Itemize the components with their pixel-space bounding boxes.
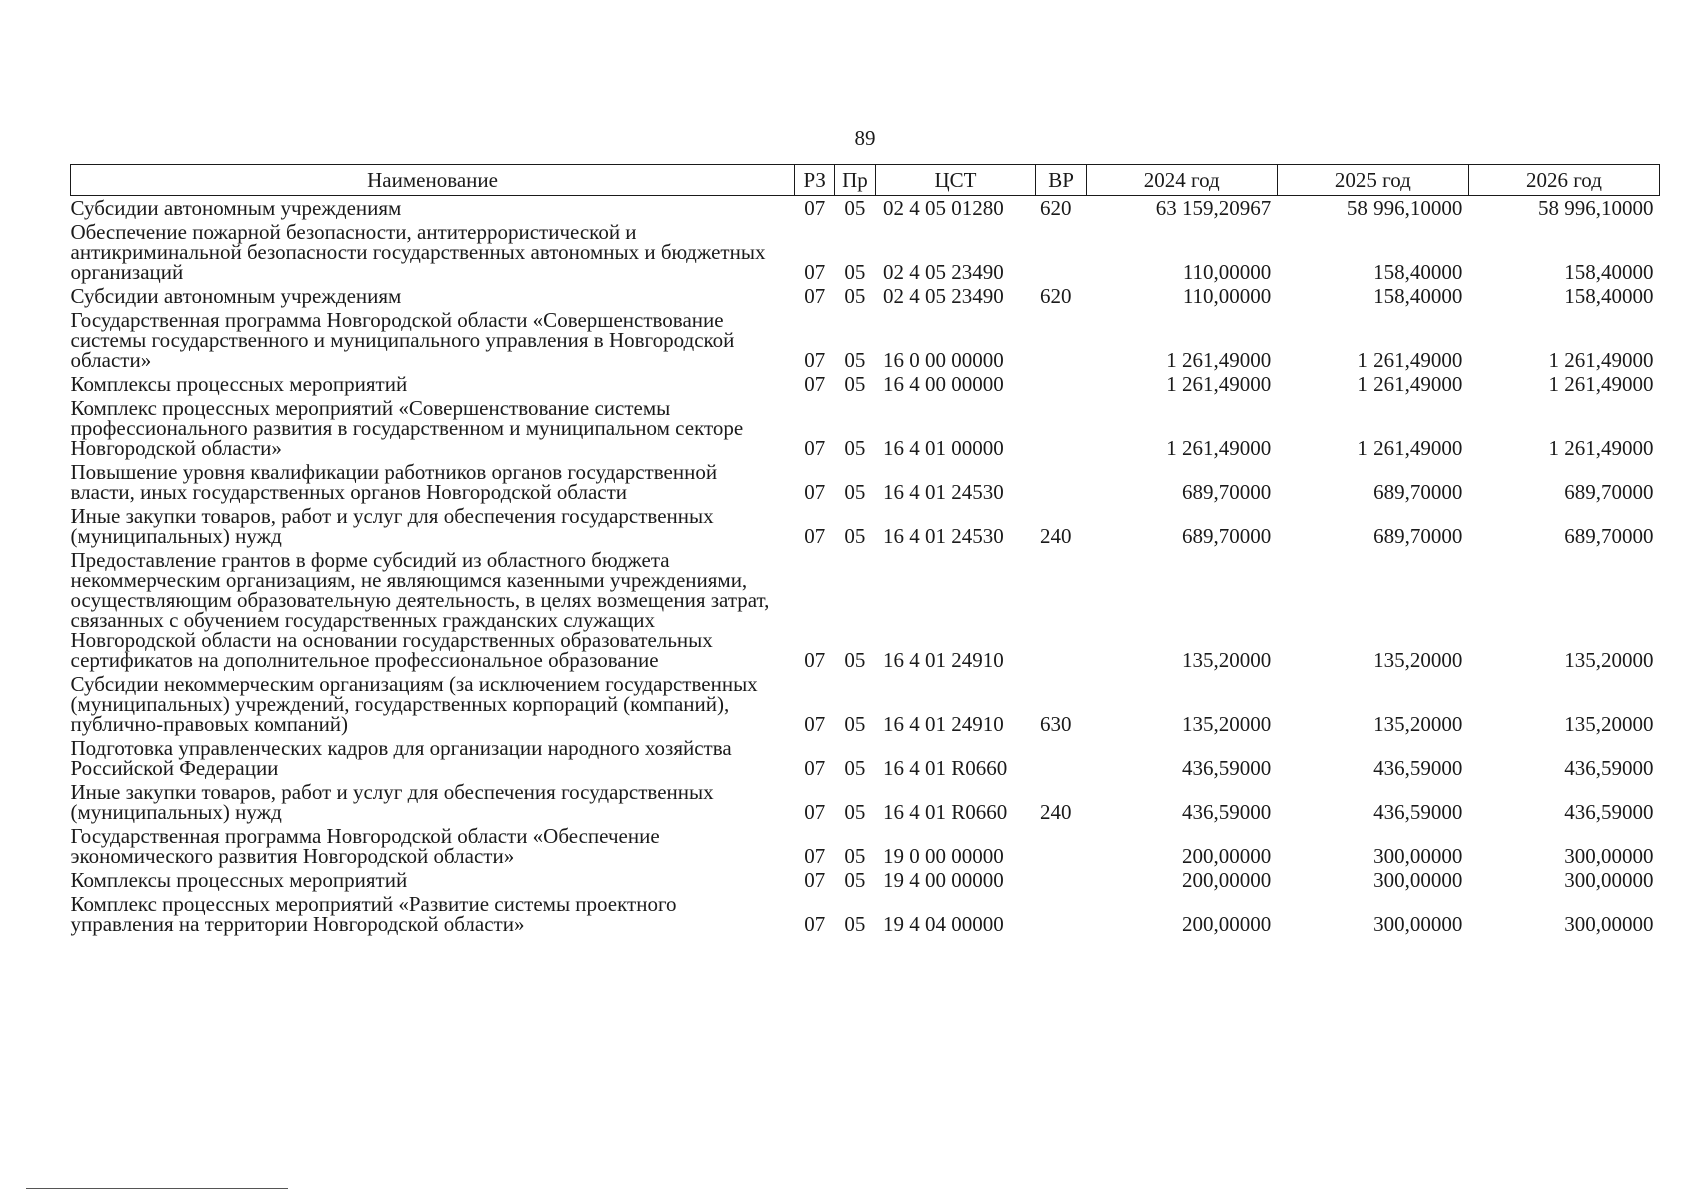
header-vr: ВР (1036, 165, 1086, 196)
row-vr: 620 (1039, 284, 1072, 308)
row-rz: 07 (804, 372, 826, 396)
header-cst: ЦСТ (875, 165, 1036, 196)
row-rz: 07 (804, 480, 826, 504)
row-2025: 1 261,49000 (1357, 436, 1463, 460)
table-row (71, 196, 1660, 221)
table-row (71, 548, 1660, 672)
row-pr: 05 (844, 196, 866, 220)
row-2026: 135,20000 (1564, 712, 1654, 736)
row-cst: 16 4 01 00000 (883, 436, 1004, 460)
row-vr: 240 (1039, 800, 1072, 824)
row-cst: 19 0 00 00000 (883, 844, 1004, 868)
row-cst: 16 4 00 00000 (883, 372, 1004, 396)
row-cst: 16 4 01 R0660 (883, 800, 1008, 824)
row-pr: 05 (844, 524, 866, 548)
row-2025: 436,59000 (1373, 800, 1463, 824)
row-name: Субсидии автономным учреждениям (70, 196, 402, 220)
row-name: Подготовка управленческих кадров для организации народного хозяйства Российской Федерации (70, 736, 732, 780)
row-2025: 158,40000 (1373, 284, 1463, 308)
budget-table (70, 164, 1660, 936)
row-2025: 300,00000 (1373, 912, 1463, 936)
table-header (71, 165, 1660, 196)
row-2024: 135,20000 (1182, 712, 1272, 736)
row-2024: 200,00000 (1182, 868, 1272, 892)
row-pr: 05 (844, 868, 866, 892)
row-vr (1036, 308, 1086, 372)
table-row (71, 780, 1660, 824)
row-2024: 110,00000 (1182, 260, 1272, 284)
table-row (71, 504, 1660, 548)
row-2026: 158,40000 (1564, 260, 1654, 284)
row-rz: 07 (804, 756, 826, 780)
table-row (71, 284, 1660, 308)
row-rz: 07 (804, 844, 826, 868)
row-vr (1036, 548, 1086, 672)
row-rz: 07 (804, 196, 826, 220)
row-name: Государственная программа Новгородской области «Обеспечение экономического развития Новгородской области» (70, 824, 660, 868)
row-vr (1036, 892, 1086, 936)
row-cst: 16 4 01 24530 (883, 480, 1004, 504)
row-name: Комплекс процессных мероприятий «Развитие системы проектного управления на территории Новгородской области» (70, 892, 677, 936)
row-2026: 1 261,49000 (1548, 348, 1654, 372)
header-2024: 2024 год (1086, 165, 1277, 196)
row-pr: 05 (844, 712, 866, 736)
row-cst: 19 4 00 00000 (883, 868, 1004, 892)
row-2025: 689,70000 (1373, 480, 1463, 504)
row-rz: 07 (804, 524, 826, 548)
row-cst: 02 4 05 01280 (883, 196, 1004, 220)
row-2026: 58 996,10000 (1538, 196, 1654, 220)
row-rz: 07 (804, 712, 826, 736)
row-name: Государственная программа Новгородской области «Совершенствование системы государственного и муниципального управления в Новгородской области» (70, 308, 735, 372)
row-pr: 05 (844, 800, 866, 824)
row-2026: 300,00000 (1564, 912, 1654, 936)
row-cst: 16 4 01 24530 (883, 524, 1004, 548)
row-rz: 07 (804, 800, 826, 824)
row-2024: 436,59000 (1182, 800, 1272, 824)
table-row (71, 736, 1660, 780)
row-2026: 689,70000 (1564, 524, 1654, 548)
table-row (71, 308, 1660, 372)
row-name: Субсидии некоммерческим организациям (за исключением государственных (муниципальных) учреждений, государственных корпораций (компаний), публично-правовых компаний) (70, 672, 758, 736)
row-vr (1036, 460, 1086, 504)
row-pr: 05 (844, 756, 866, 780)
row-name: Комплексы процессных мероприятий (70, 868, 408, 892)
row-2025: 300,00000 (1373, 868, 1463, 892)
row-cst: 02 4 05 23490 (883, 284, 1004, 308)
row-cst: 16 4 01 24910 (883, 648, 1004, 672)
row-pr: 05 (844, 372, 866, 396)
row-2025: 158,40000 (1373, 260, 1463, 284)
row-rz: 07 (804, 284, 826, 308)
row-vr (1036, 868, 1086, 892)
table-row (71, 824, 1660, 868)
table-row (71, 892, 1660, 936)
row-2025: 1 261,49000 (1357, 372, 1463, 396)
row-cst: 02 4 05 23490 (883, 260, 1004, 284)
header-name: Наименование (71, 165, 795, 196)
row-pr: 05 (844, 284, 866, 308)
row-pr: 05 (844, 348, 866, 372)
row-2024: 110,00000 (1182, 284, 1272, 308)
table-body (71, 196, 1660, 937)
row-cst: 16 4 01 24910 (883, 712, 1004, 736)
row-2025: 135,20000 (1373, 712, 1463, 736)
row-vr (1036, 220, 1086, 284)
row-vr (1036, 736, 1086, 780)
row-name: Повышение уровня квалификации работников органов государственной власти, иных государственных органов Новгородской области (70, 460, 718, 504)
row-name: Комплексы процессных мероприятий (70, 372, 408, 396)
row-rz: 07 (804, 260, 826, 284)
row-pr: 05 (844, 480, 866, 504)
row-cst: 16 4 01 R0660 (883, 756, 1008, 780)
row-2024: 689,70000 (1182, 480, 1272, 504)
row-2024: 63 159,20967 (1155, 196, 1272, 220)
row-2026: 300,00000 (1564, 868, 1654, 892)
row-2024: 200,00000 (1182, 844, 1272, 868)
row-2026: 158,40000 (1564, 284, 1654, 308)
row-2025: 135,20000 (1373, 648, 1463, 672)
row-pr: 05 (844, 912, 866, 936)
row-2024: 200,00000 (1182, 912, 1272, 936)
row-2026: 135,20000 (1564, 648, 1654, 672)
row-cst: 19 4 04 00000 (883, 912, 1004, 936)
header-2026: 2026 год (1468, 165, 1659, 196)
row-name: Комплекс процессных мероприятий «Совершенствование системы профессионального развития в государственном и муниципальном секторе Новгородской области» (70, 396, 744, 460)
table-row (71, 396, 1660, 460)
row-rz: 07 (804, 436, 826, 460)
row-2025: 689,70000 (1373, 524, 1463, 548)
row-2024: 689,70000 (1182, 524, 1272, 548)
row-vr: 240 (1039, 524, 1072, 548)
row-2025: 1 261,49000 (1357, 348, 1463, 372)
row-2026: 436,59000 (1564, 800, 1654, 824)
row-vr (1036, 824, 1086, 868)
table-row (71, 220, 1660, 284)
row-name: Субсидии автономным учреждениям (70, 284, 402, 308)
row-pr: 05 (844, 648, 866, 672)
row-2026: 1 261,49000 (1548, 372, 1654, 396)
row-2026: 300,00000 (1564, 844, 1654, 868)
header-row (71, 165, 1660, 196)
row-pr: 05 (844, 260, 866, 284)
row-2026: 689,70000 (1564, 480, 1654, 504)
row-2026: 1 261,49000 (1548, 436, 1654, 460)
row-2025: 300,00000 (1373, 844, 1463, 868)
footer-rule (26, 1188, 288, 1189)
row-2026: 436,59000 (1564, 756, 1654, 780)
table-row (71, 868, 1660, 892)
table-row (71, 460, 1660, 504)
header-rz: РЗ (795, 165, 835, 196)
header-pr: Пр (835, 165, 875, 196)
header-2025: 2025 год (1277, 165, 1468, 196)
row-rz: 07 (804, 648, 826, 672)
row-rz: 07 (804, 868, 826, 892)
row-2024: 135,20000 (1182, 648, 1272, 672)
row-2024: 1 261,49000 (1166, 436, 1272, 460)
row-vr: 620 (1039, 196, 1072, 220)
table-row (71, 672, 1660, 736)
row-rz: 07 (804, 348, 826, 372)
row-vr: 630 (1039, 712, 1072, 736)
row-2024: 436,59000 (1182, 756, 1272, 780)
row-name: Обеспечение пожарной безопасности, антитеррористической и антикриминальной безопасности государственных автономных и бюджетных организаций (70, 220, 766, 284)
row-2024: 1 261,49000 (1166, 372, 1272, 396)
row-name: Иные закупки товаров, работ и услуг для обеспечения государственных (муниципальных) нужд (70, 504, 714, 548)
row-name: Иные закупки товаров, работ и услуг для обеспечения государственных (муниципальных) нужд (70, 780, 714, 824)
row-pr: 05 (844, 436, 866, 460)
row-vr (1036, 372, 1086, 396)
row-name: Предоставление грантов в форме субсидий из областного бюджета некоммерческим организациям, не являющимся казенными учреждениями, осуществляющим образовательную деятельность, в целях возмещения затрат, связанных с обучением государственных гражданских служащих Новгородской области на основании государственных образовательных сертификатов на дополнительное профессиональное образование (70, 548, 770, 672)
row-rz: 07 (804, 912, 826, 936)
table-row (71, 372, 1660, 396)
row-cst: 16 0 00 00000 (883, 348, 1004, 372)
row-2025: 436,59000 (1373, 756, 1463, 780)
row-pr: 05 (844, 844, 866, 868)
row-2025: 58 996,10000 (1346, 196, 1463, 220)
row-vr (1036, 396, 1086, 460)
row-2024: 1 261,49000 (1166, 348, 1272, 372)
page-number: 89 (854, 126, 876, 150)
